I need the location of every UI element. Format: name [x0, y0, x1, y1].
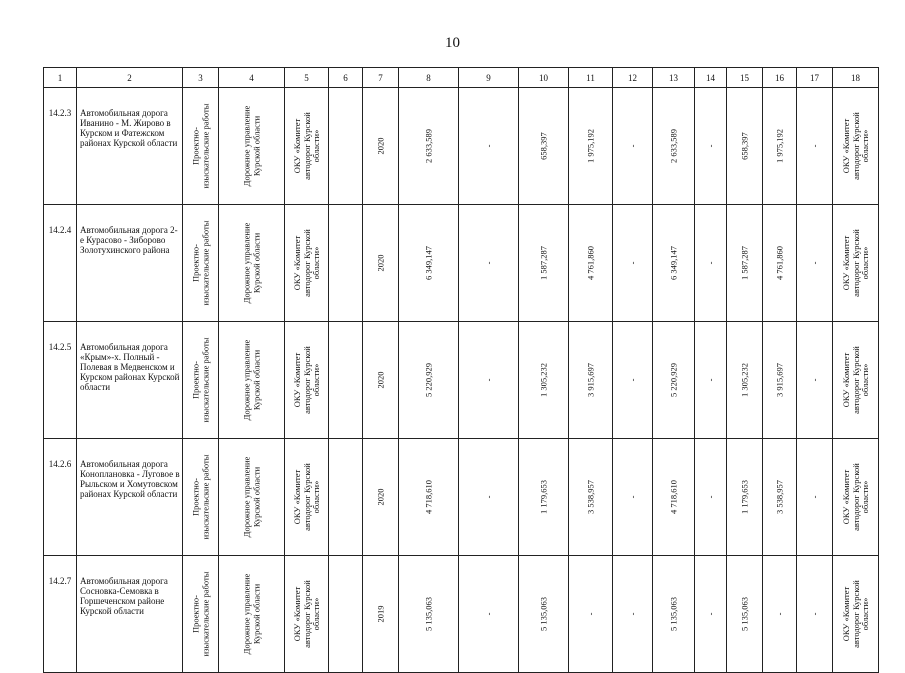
col-9-cell — [459, 439, 519, 556]
table-row — [44, 322, 879, 439]
header-row — [44, 68, 879, 88]
row-number: 14.2.7 — [44, 556, 77, 673]
year-value: 2020 — [374, 488, 385, 506]
col-15-cell — [727, 88, 763, 205]
table-body — [44, 88, 879, 673]
col-8-cell — [399, 439, 459, 556]
header-cell: 3 — [183, 68, 219, 88]
year-cell — [363, 439, 399, 556]
work-type-cell — [183, 439, 219, 556]
year-value: 2020 — [374, 137, 385, 155]
customer-cell — [285, 322, 329, 439]
developer-cell — [219, 205, 285, 322]
table-row — [44, 439, 879, 556]
road-name: Автомобильная дорога «Крым»-х. Полный - Полевая в Медвенском и Курском районах Курской области — [77, 322, 183, 439]
col-16-cell — [763, 439, 797, 556]
customer-cell — [285, 439, 329, 556]
col-11-value: 1 975,192 — [584, 129, 595, 163]
col-12-cell — [613, 439, 653, 556]
table-row — [44, 205, 879, 322]
col-10-value: 658,397 — [537, 132, 548, 160]
col-14-value: - — [704, 612, 715, 616]
col-9-cell — [459, 322, 519, 439]
col-6-cell — [329, 322, 363, 439]
customer: ОКУ «Комитет автодорог Курской области» — [291, 112, 321, 180]
col-14-cell — [695, 322, 727, 439]
col-8-cell — [399, 205, 459, 322]
col-9-value: - — [482, 144, 493, 148]
col-16-value: 3 915,697 — [773, 363, 784, 397]
table-row — [44, 88, 879, 205]
col-10-cell — [519, 88, 569, 205]
col-17-cell — [797, 439, 833, 556]
header-cell: 11 — [569, 68, 613, 88]
col-17-value: - — [808, 612, 819, 616]
header-cell: 1 — [44, 68, 77, 88]
header-cell: 5 — [285, 68, 329, 88]
row-number: 14.2.5 — [44, 322, 77, 439]
col-8-cell — [399, 88, 459, 205]
col-12-value: - — [626, 495, 637, 499]
responsible: ОКУ «Комитет автодорог Курской области» — [840, 346, 870, 414]
col-9-cell — [459, 556, 519, 673]
developer: Дорожное управление Курской области — [241, 105, 261, 187]
year-cell — [363, 322, 399, 439]
customer: ОКУ «Комитет автодорог Курской области» — [291, 346, 321, 414]
col-8-value: 5 220,929 — [422, 363, 433, 397]
col-13-cell — [653, 322, 695, 439]
road-works-table — [43, 67, 879, 673]
work-type-cell — [183, 322, 219, 439]
col-9-value: - — [482, 378, 493, 382]
work-type: Проектно-изыскательские работы — [190, 220, 210, 306]
responsible-cell — [833, 556, 879, 673]
developer: Дорожное управление Курской области — [241, 456, 261, 538]
col-17-cell — [797, 322, 833, 439]
col-14-cell — [695, 88, 727, 205]
col-10-cell — [519, 322, 569, 439]
header-cell: 4 — [219, 68, 285, 88]
col-17-value: - — [808, 495, 819, 499]
col-6-cell — [329, 205, 363, 322]
row-number: 14.2.4 — [44, 205, 77, 322]
col-10-cell — [519, 556, 569, 673]
col-14-value: - — [704, 495, 715, 499]
col-16-value: 4 761,860 — [773, 246, 784, 280]
col-17-cell — [797, 88, 833, 205]
col-13-cell — [653, 439, 695, 556]
road-name: Автомобильная дорога Иванино - М. Жирово в Курском и Фатежском районах Курской области — [77, 88, 183, 205]
col-9-value: - — [482, 612, 493, 616]
col-8-value: 5 135,063 — [422, 597, 433, 631]
col-8-value: 2 633,589 — [422, 129, 433, 163]
customer-cell — [285, 88, 329, 205]
col-15-cell — [727, 439, 763, 556]
col-14-value: - — [704, 261, 715, 265]
year-value: 2020 — [374, 254, 385, 272]
road-name: Автомобильная дорога 2-е Курасово - Зиборово Золотухинского района — [77, 205, 183, 322]
col-17-cell — [797, 556, 833, 673]
developer: Дорожное управление Курской области — [241, 573, 261, 655]
work-type-cell — [183, 205, 219, 322]
col-13-value: 2 633,589 — [667, 129, 678, 163]
col-13-value: 5 220,929 — [667, 363, 678, 397]
developer: Дорожное управление Курской области — [241, 339, 261, 421]
col-11-value: 3 915,697 — [584, 363, 595, 397]
col-9-cell — [459, 88, 519, 205]
col-8-cell — [399, 556, 459, 673]
row-number: 14.2.6 — [44, 439, 77, 556]
customer: ОКУ «Комитет автодорог Курской области» — [291, 463, 321, 531]
col-17-value: - — [808, 378, 819, 382]
page-number: 10 — [445, 35, 460, 51]
col-10-value: 1 305,232 — [537, 363, 548, 397]
col-11-value: 3 538,957 — [584, 480, 595, 514]
col-12-cell — [613, 88, 653, 205]
col-16-value: - — [773, 612, 784, 616]
col-11-value: 4 761,860 — [584, 246, 595, 280]
col-13-value: 4 718,610 — [667, 480, 678, 514]
col-15-value: 1 179,653 — [738, 480, 749, 514]
developer-cell — [219, 322, 285, 439]
col-13-cell — [653, 205, 695, 322]
col-14-cell — [695, 205, 727, 322]
developer-cell — [219, 439, 285, 556]
col-16-cell — [763, 205, 797, 322]
col-10-value: 5 135,063 — [537, 597, 548, 631]
col-12-cell — [613, 556, 653, 673]
col-15-value: 1 587,287 — [738, 246, 749, 280]
work-type: Проектно-изыскательские работы — [190, 337, 210, 423]
header-cell: 18 — [833, 68, 879, 88]
col-16-cell — [763, 556, 797, 673]
header-cell: 13 — [653, 68, 695, 88]
developer-cell — [219, 88, 285, 205]
col-11-cell — [569, 205, 613, 322]
header-cell: 7 — [363, 68, 399, 88]
col-12-value: - — [626, 144, 637, 148]
col-16-value: 3 538,957 — [773, 480, 784, 514]
col-8-cell — [399, 322, 459, 439]
col-13-value: 5 135,063 — [667, 597, 678, 631]
col-13-cell — [653, 88, 695, 205]
header-cell: 15 — [727, 68, 763, 88]
responsible: ОКУ «Комитет автодорог Курской области» — [840, 580, 870, 648]
col-15-value: 658,397 — [738, 132, 749, 160]
header-cell: 9 — [459, 68, 519, 88]
col-12-cell — [613, 205, 653, 322]
work-type-cell — [183, 556, 219, 673]
responsible-cell — [833, 205, 879, 322]
responsible-cell — [833, 88, 879, 205]
col-10-value: 1 587,287 — [537, 246, 548, 280]
col-13-value: 6 349,147 — [667, 246, 678, 280]
col-12-cell — [613, 322, 653, 439]
col-15-cell — [727, 322, 763, 439]
col-17-value: - — [808, 144, 819, 148]
col-16-cell — [763, 88, 797, 205]
responsible-cell — [833, 439, 879, 556]
customer-cell — [285, 205, 329, 322]
col-6-cell — [329, 439, 363, 556]
col-11-value: - — [584, 612, 595, 616]
responsible: ОКУ «Комитет автодорог Курской области» — [840, 112, 870, 180]
col-10-cell — [519, 439, 569, 556]
work-type-cell — [183, 88, 219, 205]
col-15-value: 5 135,063 — [738, 597, 749, 631]
developer-cell — [219, 556, 285, 673]
col-11-cell — [569, 88, 613, 205]
col-14-cell — [695, 439, 727, 556]
col-6-cell — [329, 556, 363, 673]
road-name: Автомобильная дорога Коноплановка - Луговое в Рыльском и Хомутовском районах Курской области — [77, 439, 183, 556]
col-11-cell — [569, 439, 613, 556]
table-row — [44, 556, 879, 673]
responsible: ОКУ «Комитет автодорог Курской области» — [840, 229, 870, 297]
col-10-value: 1 179,653 — [537, 480, 548, 514]
header-cell: 12 — [613, 68, 653, 88]
work-type: Проектно-изыскательские работы — [190, 454, 210, 540]
responsible-cell — [833, 322, 879, 439]
customer: ОКУ «Комитет автодорог Курской области» — [291, 229, 321, 297]
col-13-cell — [653, 556, 695, 673]
customer: ОКУ «Комитет автодорог Курской области» — [291, 580, 321, 648]
col-11-cell — [569, 322, 613, 439]
header-cell: 17 — [797, 68, 833, 88]
header-cell: 16 — [763, 68, 797, 88]
col-10-cell — [519, 205, 569, 322]
header-cell: 8 — [399, 68, 459, 88]
col-16-cell — [763, 322, 797, 439]
col-9-cell — [459, 205, 519, 322]
work-type: Проектно-изыскательские работы — [190, 571, 210, 657]
col-9-value: - — [482, 495, 493, 499]
work-type: Проектно-изыскательские работы — [190, 103, 210, 189]
col-14-cell — [695, 556, 727, 673]
developer: Дорожное управление Курской области — [241, 222, 261, 304]
col-14-value: - — [704, 378, 715, 382]
year-cell — [363, 556, 399, 673]
col-12-value: - — [626, 378, 637, 382]
year-cell — [363, 205, 399, 322]
responsible: ОКУ «Комитет автодорог Курской области» — [840, 463, 870, 531]
header-cell: 2 — [77, 68, 183, 88]
col-15-value: 1 305,232 — [738, 363, 749, 397]
col-11-cell — [569, 556, 613, 673]
header-cell: 10 — [519, 68, 569, 88]
header-cell: 14 — [695, 68, 727, 88]
year-value: 2020 — [374, 371, 385, 389]
col-16-value: 1 975,192 — [773, 129, 784, 163]
customer-cell — [285, 556, 329, 673]
col-12-value: - — [626, 612, 637, 616]
col-8-value: 6 349,147 — [422, 246, 433, 280]
col-15-cell — [727, 205, 763, 322]
header-cell: 6 — [329, 68, 363, 88]
col-17-cell — [797, 205, 833, 322]
row-number: 14.2.3 — [44, 88, 77, 205]
col-9-value: - — [482, 261, 493, 265]
col-8-value: 4 718,610 — [422, 480, 433, 514]
col-12-value: - — [626, 261, 637, 265]
col-15-cell — [727, 556, 763, 673]
col-17-value: - — [808, 261, 819, 265]
col-6-cell — [329, 88, 363, 205]
year-value: 2019 — [374, 605, 385, 623]
col-14-value: - — [704, 144, 715, 148]
year-cell — [363, 88, 399, 205]
road-name: Автомобильная дорога Сосновка-Семовка в Горшеченском районе Курской области — [77, 556, 183, 673]
